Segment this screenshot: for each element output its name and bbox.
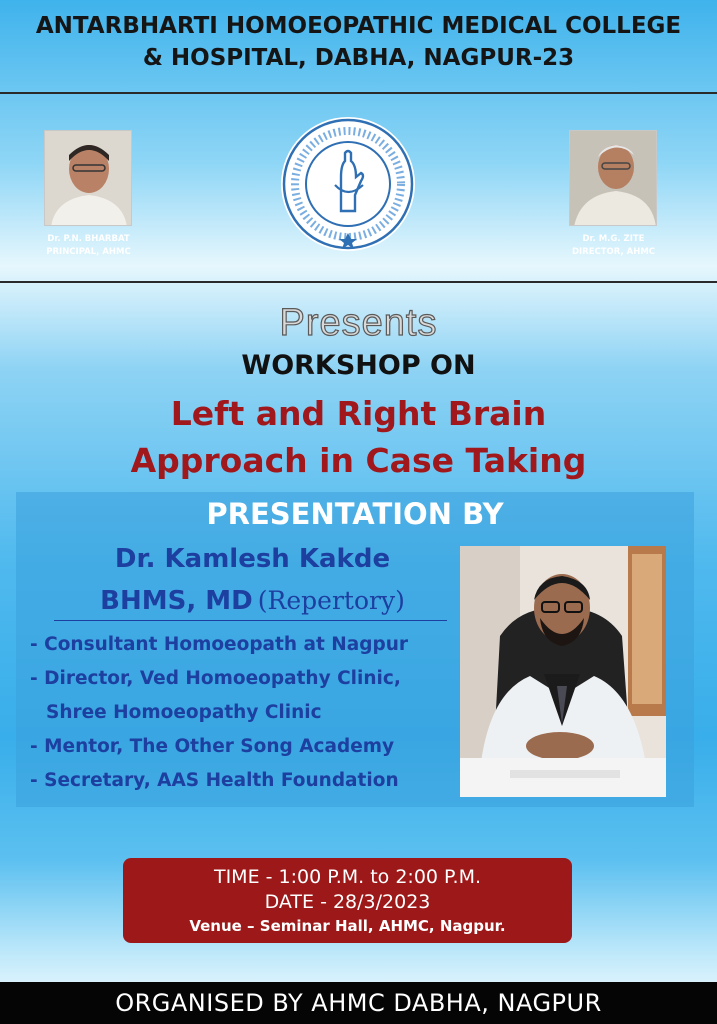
event-date: DATE - 28/3/2023: [264, 891, 431, 913]
workshop-heading: WORKSHOP ON: [241, 350, 476, 381]
college-logo: [279, 115, 417, 253]
schedule-box: [123, 858, 572, 943]
credential-item: - Director, Ved Homoeopathy Clinic,: [30, 668, 401, 689]
principal-role: PRINCIPAL, AHMC: [46, 247, 131, 257]
presenter-specialty: (Repertory): [257, 586, 405, 615]
credential-item: - Consultant Homoeopath at Nagpur: [30, 634, 409, 655]
presenter-qualifications: [60, 586, 445, 616]
qualifications-underline: [54, 620, 447, 621]
credential-item: Shree Homoeopathy Clinic: [46, 702, 322, 723]
college-name-line1: ANTARBHARTI HOMOEOPATHIC MEDICAL COLLEGE: [35, 13, 682, 39]
director-name: Dr. M.G. ZITE: [582, 234, 645, 244]
event-time: TIME - 1:00 P.M. to 2:00 P.M.: [213, 866, 482, 888]
principal-photo: [44, 130, 132, 226]
presenter-photo: [460, 546, 666, 797]
presenter-degree: BHMS, MD: [100, 586, 253, 616]
presenter-credentials: [30, 628, 408, 798]
credential-item: - Mentor, The Other Song Academy: [30, 736, 395, 757]
principal-caption: [26, 233, 151, 259]
director-role: DIRECTOR, AHMC: [571, 247, 656, 257]
organiser-footer: ORGANISED BY AHMC DABHA, NAGPUR: [0, 982, 717, 1024]
director-caption: [551, 233, 676, 259]
topic-line1: Left and Right Brain: [170, 394, 547, 433]
director-photo: [569, 130, 657, 226]
header-divider: [0, 92, 717, 94]
event-venue: Venue – Seminar Hall, AHMC, Nagpur.: [189, 917, 506, 935]
college-name-line2: & HOSPITAL, DABHA, NAGPUR-23: [142, 45, 575, 71]
college-name: [0, 10, 717, 74]
presenter-name: Dr. Kamlesh Kakde: [114, 544, 391, 574]
credential-item: - Secretary, AAS Health Foundation: [30, 770, 399, 791]
topic-line2: Approach in Case Taking: [130, 441, 587, 480]
presents-label: Presents: [279, 302, 438, 344]
section-divider: [0, 281, 717, 283]
presentation-by-heading: PRESENTATION BY: [206, 497, 504, 531]
principal-name: Dr. P.N. BHARBAT: [47, 234, 130, 244]
